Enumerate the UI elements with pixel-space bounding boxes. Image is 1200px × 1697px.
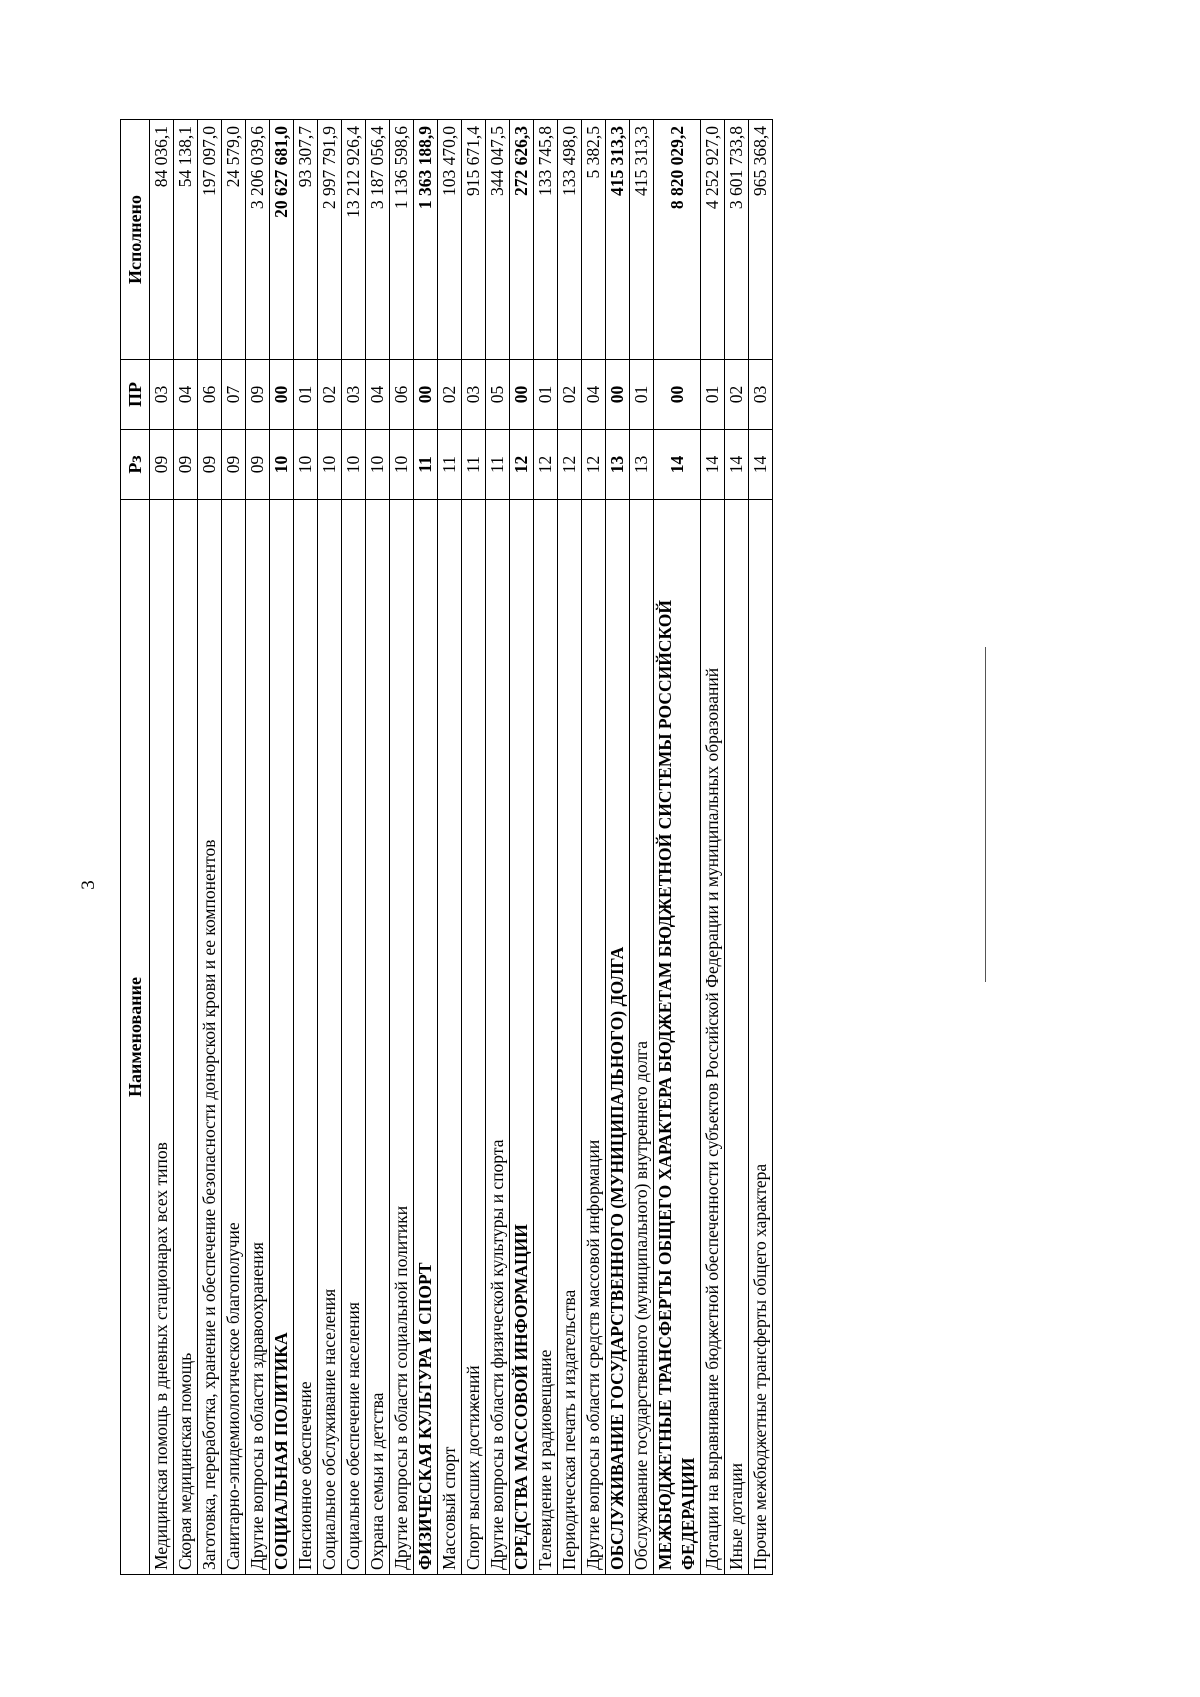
table-row <box>198 120 222 1575</box>
row-executed-value: 3 601 733,8 <box>725 120 749 360</box>
row-name: Спорт высших достижений <box>462 500 486 1575</box>
table-header-row <box>121 120 150 1575</box>
row-pr-code: 00 <box>270 360 294 430</box>
row-executed-value: 20 627 681,0 <box>270 120 294 360</box>
row-rz-code: 11 <box>462 430 486 500</box>
table-row <box>270 120 294 1575</box>
row-rz-code: 14 <box>749 430 773 500</box>
row-pr-code: 00 <box>606 360 630 430</box>
row-name: Пенсионное обеспечение <box>294 500 318 1575</box>
table-row <box>606 120 630 1575</box>
row-executed-value: 415 313,3 <box>606 120 630 360</box>
row-name: Прочие межбюджетные трансферты общего характера <box>749 500 773 1575</box>
row-executed-value: 103 470,0 <box>438 120 462 360</box>
row-rz-code: 13 <box>606 430 630 500</box>
row-executed-value: 415 313,3 <box>630 120 654 360</box>
row-name: Обслуживание государственного (муниципального) внутреннего долга <box>630 500 654 1575</box>
table-row <box>342 120 366 1575</box>
row-pr-code: 01 <box>701 360 725 430</box>
header-pr: ПР <box>121 360 150 430</box>
table-row <box>534 120 558 1575</box>
table-row <box>701 120 725 1575</box>
row-pr-code: 00 <box>654 360 701 430</box>
row-executed-value: 2 997 791,9 <box>318 120 342 360</box>
row-pr-code: 01 <box>630 360 654 430</box>
row-rz-code: 09 <box>150 430 174 500</box>
row-pr-code: 09 <box>246 360 270 430</box>
table-row <box>318 120 342 1575</box>
row-name: Санитарно-эпидемиологическое благополучие <box>222 500 246 1575</box>
row-executed-value: 8 820 029,2 <box>654 120 701 360</box>
row-pr-code: 06 <box>390 360 414 430</box>
row-pr-code: 00 <box>510 360 534 430</box>
row-pr-code: 03 <box>150 360 174 430</box>
row-rz-code: 13 <box>630 430 654 500</box>
table-row <box>486 120 510 1575</box>
row-rz-code: 10 <box>318 430 342 500</box>
row-rz-code: 12 <box>582 430 606 500</box>
row-name: Периодическая печать и издательства <box>558 500 582 1575</box>
row-name: Другие вопросы в области физической культуры и спорта <box>486 500 510 1575</box>
row-rz-code: 12 <box>510 430 534 500</box>
row-rz-code: 12 <box>534 430 558 500</box>
row-executed-value: 965 368,4 <box>749 120 773 360</box>
row-rz-code: 09 <box>174 430 198 500</box>
row-pr-code: 06 <box>198 360 222 430</box>
row-executed-value: 24 579,0 <box>222 120 246 360</box>
table-row <box>462 120 486 1575</box>
table-row <box>558 120 582 1575</box>
row-rz-code: 14 <box>701 430 725 500</box>
header-executed: Исполнено <box>121 120 150 360</box>
page-number: 3 <box>78 880 99 890</box>
row-executed-value: 133 745,8 <box>534 120 558 360</box>
row-name: Медицинская помощь в дневных стационарах всех типов <box>150 500 174 1575</box>
row-executed-value: 54 138,1 <box>174 120 198 360</box>
row-executed-value: 344 047,5 <box>486 120 510 360</box>
table-row <box>390 120 414 1575</box>
table-row <box>366 120 390 1575</box>
row-pr-code: 01 <box>534 360 558 430</box>
row-pr-code: 03 <box>749 360 773 430</box>
row-executed-value: 3 206 039,6 <box>246 120 270 360</box>
row-name: СРЕДСТВА МАССОВОЙ ИНФОРМАЦИИ <box>510 500 534 1575</box>
row-name: Другие вопросы в области средств массовой информации <box>582 500 606 1575</box>
row-name: Дотации на выравнивание бюджетной обеспеченности субъектов Российской Федерации и муниципальных образований <box>701 500 725 1575</box>
row-executed-value: 197 097,0 <box>198 120 222 360</box>
table-row <box>630 120 654 1575</box>
table-row <box>654 120 701 1575</box>
row-name: Телевидение и радиовещание <box>534 500 558 1575</box>
row-pr-code: 04 <box>174 360 198 430</box>
row-name: Массовый спорт <box>438 500 462 1575</box>
row-executed-value: 4 252 927,0 <box>701 120 725 360</box>
row-rz-code: 11 <box>438 430 462 500</box>
table-row <box>510 120 534 1575</box>
table-row <box>150 120 174 1575</box>
table-body <box>150 120 773 1575</box>
row-pr-code: 02 <box>318 360 342 430</box>
row-rz-code: 09 <box>246 430 270 500</box>
row-pr-code: 00 <box>414 360 438 430</box>
table-row <box>246 120 270 1575</box>
row-rz-code: 09 <box>198 430 222 500</box>
row-pr-code: 04 <box>366 360 390 430</box>
row-pr-code: 03 <box>462 360 486 430</box>
table-row <box>582 120 606 1575</box>
table-row <box>294 120 318 1575</box>
row-name: ОБСЛУЖИВАНИЕ ГОСУДАРСТВЕННОГО (МУНИЦИПАЛЬНОГО) ДОЛГА <box>606 500 630 1575</box>
row-rz-code: 14 <box>654 430 701 500</box>
row-name: Другие вопросы в области здравоохранения <box>246 500 270 1575</box>
row-rz-code: 10 <box>390 430 414 500</box>
row-name: МЕЖБЮДЖЕТНЫЕ ТРАНСФЕРТЫ ОБЩЕГО ХАРАКТЕРА БЮДЖЕТАМ БЮДЖЕТНОЙ СИСТЕМЫ РОССИЙСКОЙ ФЕДЕРАЦИИ <box>654 500 701 1575</box>
row-pr-code: 01 <box>294 360 318 430</box>
row-rz-code: 11 <box>486 430 510 500</box>
row-executed-value: 1 363 188,9 <box>414 120 438 360</box>
row-name: Иные дотации <box>725 500 749 1575</box>
row-executed-value: 93 307,7 <box>294 120 318 360</box>
row-executed-value: 84 036,1 <box>150 120 174 360</box>
row-rz-code: 09 <box>222 430 246 500</box>
row-rz-code: 14 <box>725 430 749 500</box>
bottom-divider-line <box>985 647 986 982</box>
row-name: Охрана семьи и детства <box>366 500 390 1575</box>
header-rz: Рз <box>121 430 150 500</box>
row-rz-code: 10 <box>342 430 366 500</box>
row-rz-code: 10 <box>366 430 390 500</box>
table-row <box>414 120 438 1575</box>
row-pr-code: 07 <box>222 360 246 430</box>
row-rz-code: 10 <box>294 430 318 500</box>
row-rz-code: 11 <box>414 430 438 500</box>
table-row <box>749 120 773 1575</box>
header-name: Наименование <box>121 500 150 1575</box>
row-executed-value: 272 626,3 <box>510 120 534 360</box>
row-pr-code: 04 <box>582 360 606 430</box>
row-rz-code: 10 <box>270 430 294 500</box>
row-name: ФИЗИЧЕСКАЯ КУЛЬТУРА И СПОРТ <box>414 500 438 1575</box>
row-name: Заготовка, переработка, хранение и обеспечение безопасности донорской крови и ее компонентов <box>198 500 222 1575</box>
table-row <box>438 120 462 1575</box>
row-name: Скорая медицинская помощь <box>174 500 198 1575</box>
row-name: Социальное обслуживание населения <box>318 500 342 1575</box>
row-executed-value: 915 671,4 <box>462 120 486 360</box>
row-executed-value: 3 187 056,4 <box>366 120 390 360</box>
row-name: Социальное обеспечение населения <box>342 500 366 1575</box>
row-executed-value: 5 382,5 <box>582 120 606 360</box>
row-pr-code: 02 <box>558 360 582 430</box>
table-row <box>725 120 749 1575</box>
row-executed-value: 13 212 926,4 <box>342 120 366 360</box>
row-name: СОЦИАЛЬНАЯ ПОЛИТИКА <box>270 500 294 1575</box>
table-row <box>174 120 198 1575</box>
row-pr-code: 02 <box>725 360 749 430</box>
row-executed-value: 1 136 598,6 <box>390 120 414 360</box>
row-pr-code: 03 <box>342 360 366 430</box>
table-row <box>222 120 246 1575</box>
row-name: Другие вопросы в области социальной политики <box>390 500 414 1575</box>
budget-table <box>120 119 773 1575</box>
row-executed-value: 133 498,0 <box>558 120 582 360</box>
row-pr-code: 05 <box>486 360 510 430</box>
row-rz-code: 12 <box>558 430 582 500</box>
row-pr-code: 02 <box>438 360 462 430</box>
